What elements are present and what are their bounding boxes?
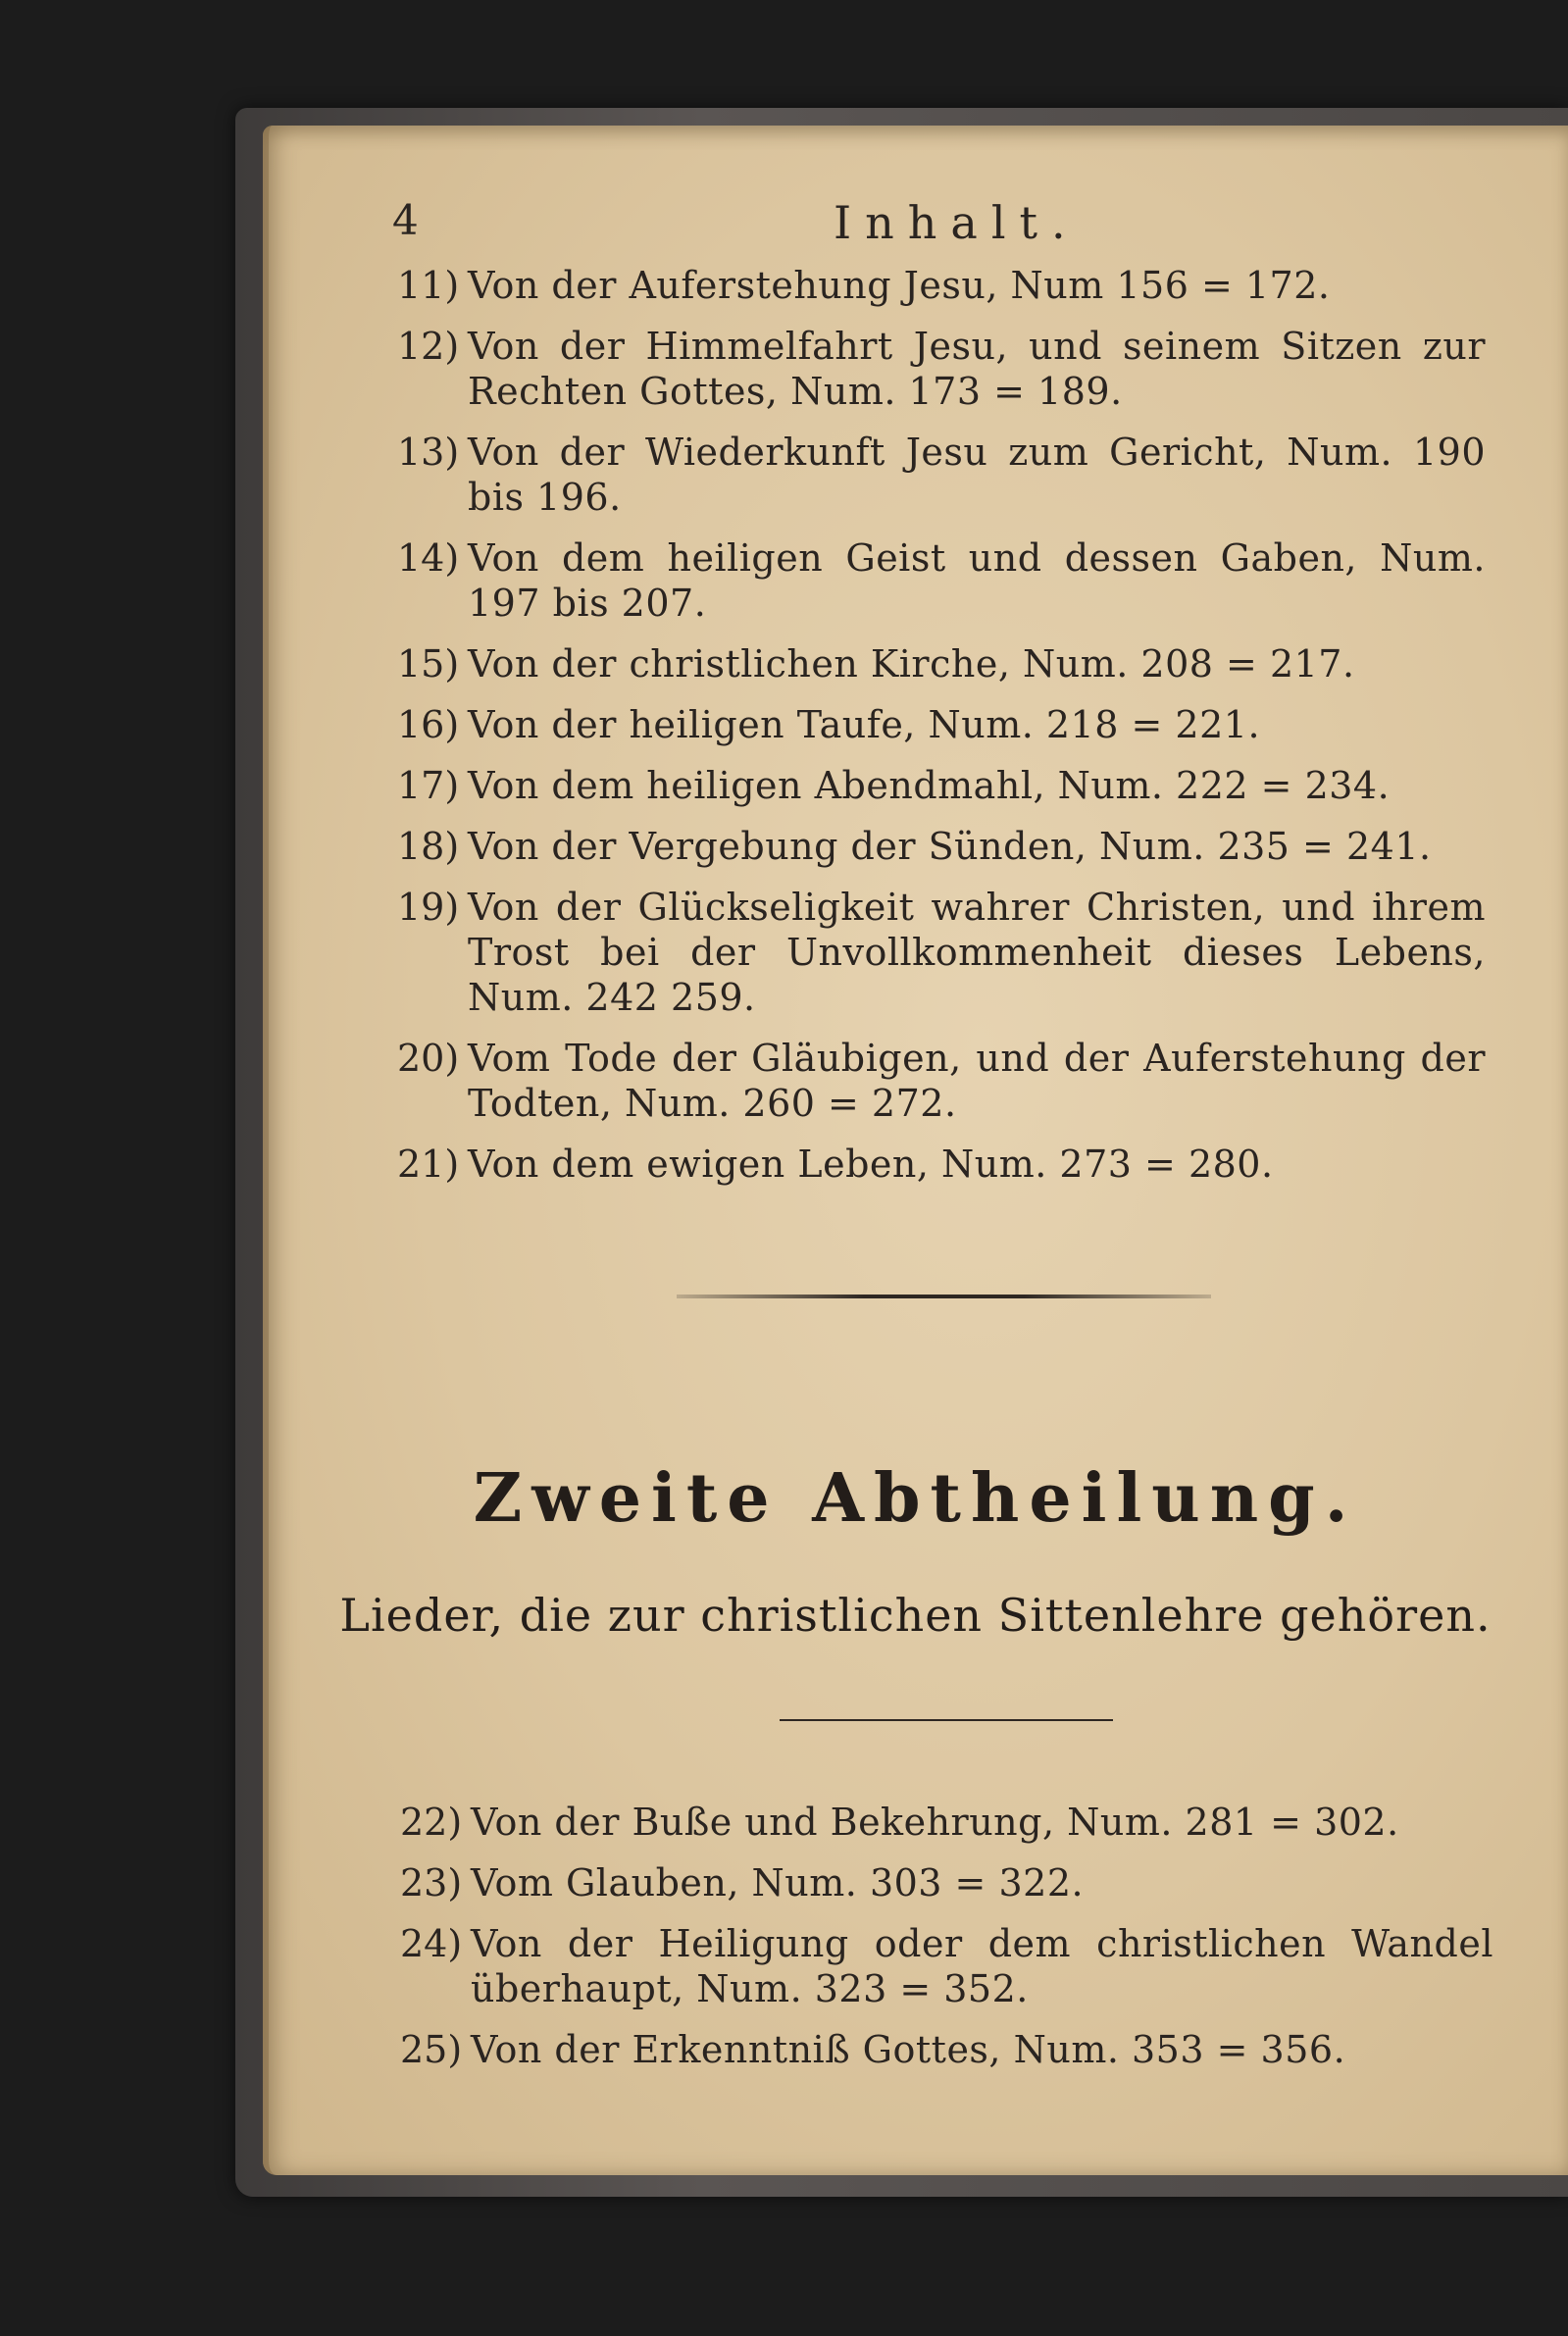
entry-number: 24) <box>400 1922 463 1965</box>
entry-text: Von der Wiederkunft Jesu zum Gericht, Num. 190 bis 196. <box>468 431 1486 519</box>
entry-number: 20) <box>397 1037 460 1080</box>
contents-entry <box>397 885 1486 1020</box>
contents-entry <box>397 263 1486 308</box>
contents-entry <box>397 641 1486 686</box>
entry-text: Vom Glauben, Num. 303 = 322. <box>471 1861 1085 1904</box>
entry-number: 22) <box>400 1801 463 1844</box>
entry-text: Von der Vergebung der Sünden, Num. 235 = 241. <box>468 825 1432 868</box>
entry-text: Von dem heiligen Geist und dessen Gaben, Num. 197 bis 207. <box>468 536 1486 625</box>
page-header <box>392 196 1471 255</box>
contents-entry <box>400 1860 1493 1905</box>
entry-text: Von der Buße und Bekehrung, Num. 281 = 302. <box>471 1801 1399 1844</box>
section-divider <box>780 1719 1113 1721</box>
contents-entry <box>397 1142 1486 1187</box>
entry-number: 12) <box>397 325 460 368</box>
contents-entry <box>397 824 1486 869</box>
contents-entry <box>400 1921 1493 2011</box>
entry-text: Vom Tode der Gläubigen, und der Auferstehung der Todten, Num. 260 = 272. <box>468 1037 1486 1125</box>
contents-list-part2 <box>400 1800 1493 2088</box>
entry-text: Von der Heiligung oder dem christlichen Wandel überhaupt, Num. 323 = 352. <box>471 1922 1493 2010</box>
entry-text: Von der christlichen Kirche, Num. 208 = 217. <box>468 642 1355 686</box>
entry-number: 17) <box>397 764 460 807</box>
entry-number: 23) <box>400 1861 463 1904</box>
contents-entry <box>397 1036 1486 1126</box>
entry-number: 15) <box>397 642 460 686</box>
contents-entry <box>397 535 1486 626</box>
entry-number: 25) <box>400 2028 463 2071</box>
entry-number: 18) <box>397 825 460 868</box>
entry-text: Von der Erkenntniß Gottes, Num. 353 = 356. <box>471 2028 1346 2071</box>
contents-entry <box>397 324 1486 414</box>
contents-entry <box>400 1800 1493 1845</box>
entry-text: Von dem heiligen Abendmahl, Num. 222 = 234. <box>468 764 1391 807</box>
entry-text: Von der Auferstehung Jesu, Num 156 = 172. <box>468 264 1331 307</box>
entry-number: 11) <box>397 264 460 307</box>
entry-text: Von der Glückseligkeit wahrer Christen, und ihrem Trost bei der Unvollkommenheit dieses Lebens, Num. 242 259. <box>468 886 1486 1019</box>
contents-entry <box>397 763 1486 808</box>
contents-entry <box>397 702 1486 747</box>
section-subtitle: Lieder, die zur christlichen Sittenlehre gehören. <box>339 1589 1492 1642</box>
entry-number: 21) <box>397 1143 460 1186</box>
contents-entry <box>397 430 1486 520</box>
entry-number: 16) <box>397 703 460 746</box>
entry-text: Von der heiligen Taufe, Num. 218 = 221. <box>468 703 1261 746</box>
entry-number: 19) <box>397 886 460 929</box>
entry-text: Von der Himmelfahrt Jesu, und seinem Sitzen zur Rechten Gottes, Num. 173 = 189. <box>468 325 1486 413</box>
running-title: Inhalt. <box>834 196 1080 249</box>
ornamental-divider <box>677 1295 1211 1298</box>
section-title: Zweite Abtheilung. <box>473 1459 1358 1538</box>
page-number: 4 <box>392 196 419 244</box>
contents-entry <box>400 2027 1493 2072</box>
entry-number: 13) <box>397 431 460 474</box>
entry-number: 14) <box>397 536 460 580</box>
contents-list-part1 <box>397 263 1486 1202</box>
entry-text: Von dem ewigen Leben, Num. 273 = 280. <box>468 1143 1274 1186</box>
